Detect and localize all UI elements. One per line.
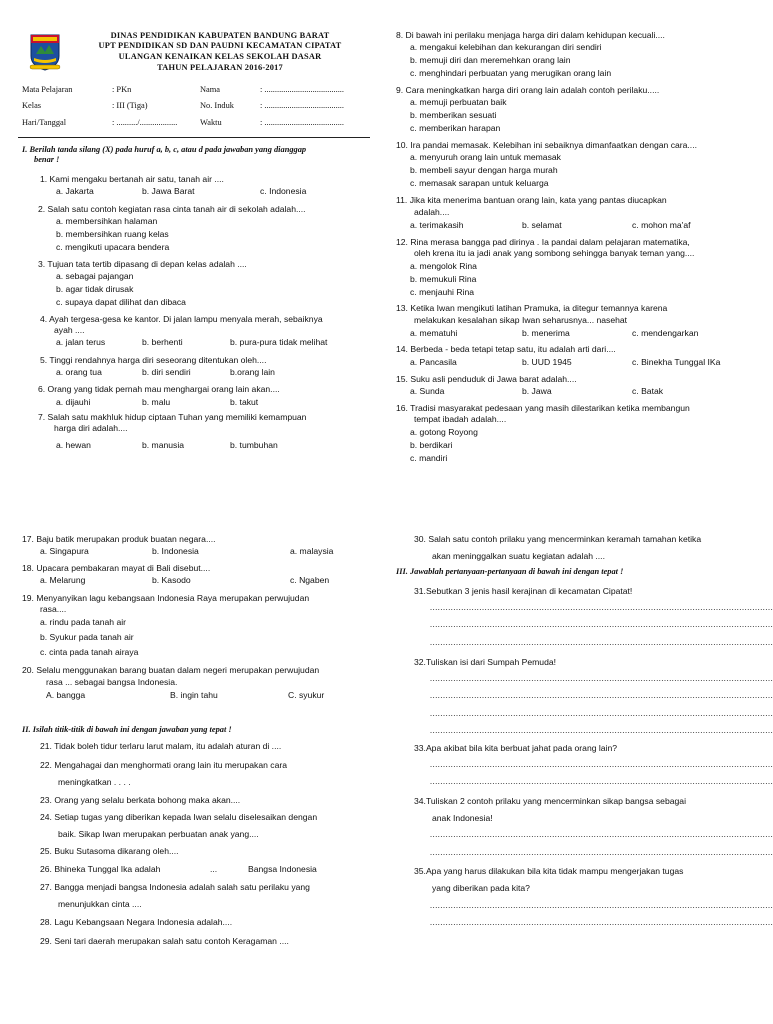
kabupaten-emblem-logo — [28, 32, 62, 72]
question-6: 6. Orang yang tidak pernah mau menghargai orang lain akan.... — [38, 384, 280, 394]
q19-option-b[interactable]: b. Syukur pada tanah air — [40, 632, 134, 642]
q7-option-a[interactable]: a. hewan — [56, 440, 91, 450]
waktu-label: Waktu — [200, 118, 222, 127]
hari-label: Hari/Tanggal — [22, 118, 67, 127]
q2-option-b[interactable]: b. membersihkan ruang kelas — [56, 229, 169, 239]
answer-line-34-1[interactable]: .................................................................................................................................... — [430, 830, 773, 839]
q9-option-c[interactable]: c. memberikan harapan — [410, 123, 501, 133]
question-11: 11. Jika kita menerima bantuan orang lain, kata yang pantas diucapkan — [396, 195, 667, 205]
q15-option-a[interactable]: a. Sunda — [410, 386, 445, 396]
q11-option-c[interactable]: c. mohon ma'af — [632, 220, 691, 230]
q16-option-b[interactable]: b. berdikari — [410, 440, 453, 450]
q20-option-a[interactable]: A. bangga — [46, 690, 86, 700]
q17-option-c[interactable]: a. malaysia — [290, 546, 334, 556]
question-18: 18. Upacara pembakaran mayat di Bali disebut.... — [22, 563, 211, 573]
header-line-3: ULANGAN KENAIKAN KELAS SEKOLAH DASAR — [118, 52, 322, 61]
question-20-cont: rasa ... sebagai bangsa Indonesia. — [46, 677, 178, 687]
q1-option-b[interactable]: b. Jawa Barat — [142, 186, 195, 196]
q3-option-a[interactable]: a. sebagai pajangan — [56, 271, 134, 281]
q9-option-a[interactable]: a. memuji perbuatan baik — [410, 97, 507, 107]
section-2-instruction: II. Isilah titik-titik di bawah ini dengan jawaban yang tepat ! — [22, 725, 232, 734]
question-4: 4. Ayah tergesa-gesa ke kantor. Di jalan lampu menyala merah, sebaiknya — [40, 314, 323, 324]
question-34: 34.Tuliskan 2 contoh prilaku yang mencerminkan sikap bangsa sebagai — [414, 796, 686, 806]
q6-option-b[interactable]: b. malu — [142, 397, 171, 407]
q10-option-c[interactable]: c. memasak sarapan untuk keluarga — [410, 178, 549, 188]
question-25: 25. Buku Sutasoma dikarang oleh.... — [40, 846, 179, 856]
q12-option-c[interactable]: c. menjauhi Rina — [410, 287, 475, 297]
question-32: 32.Tuliskan isi dari Sumpah Pemuda! — [414, 657, 557, 667]
q18-option-b[interactable]: b. Kasodo — [152, 575, 191, 585]
answer-line-32-4[interactable]: .................................................................................................................................... — [430, 726, 773, 735]
question-35: 35.Apa yang harus dilakukan bila kita tidak mampu mengerjakan tugas — [414, 866, 684, 876]
q7-option-c[interactable]: b. tumbuhan — [230, 440, 278, 450]
hari-field[interactable]: : ........../.................. — [112, 118, 178, 127]
question-24: 24. Setiap tugas yang diberikan kepada Iwan selalu diselesaikan dengan — [40, 812, 318, 822]
induk-label: No. Induk — [200, 101, 234, 110]
q19-option-c[interactable]: c. cinta pada tanah airaya — [40, 647, 139, 657]
question-19-cont: rasa.... — [40, 604, 67, 614]
mapel-value: : PKn — [112, 85, 132, 94]
q18-option-a[interactable]: a. Melarung — [40, 575, 86, 585]
question-14: 14. Berbeda - beda tetapi tetap satu, itu adalah arti dari.... — [396, 344, 616, 354]
nama-label: Nama — [200, 85, 220, 94]
answer-line-33-1[interactable]: .................................................................................................................................... — [430, 760, 773, 769]
q13-option-c[interactable]: c. mendengarkan — [632, 328, 699, 338]
question-16: 16. Tradisi masyarakat pedesaan yang masih dilestarikan ketika membangun — [396, 403, 690, 413]
question-31: 31.Sebutkan 3 jenis hasil kerajinan di kecamatan Cipatat! — [414, 586, 633, 596]
question-2: 2. Salah satu contoh kegiatan rasa cinta tanah air di sekolah adalah.... — [38, 204, 306, 214]
question-16-cont: tempat ibadah adalah.... — [414, 414, 507, 424]
q17-option-b[interactable]: b. Indonesia — [152, 546, 199, 556]
question-12: 12. Rina merasa bangga pad dirinya . Ia pandai dalam pelajaran matematika, — [396, 237, 690, 247]
q4-option-a[interactable]: a. jalan terus — [56, 337, 106, 347]
induk-field[interactable]: : ...................................... — [260, 101, 344, 110]
q7-option-b[interactable]: b. manusia — [142, 440, 185, 450]
section-1-instruction: I. Berilah tanda silang (X) pada huruf a, b, c, atau d pada jawaban yang dianggap — [22, 145, 307, 154]
q20-option-c[interactable]: C. syukur — [288, 690, 325, 700]
answer-line-32-3[interactable]: .................................................................................................................................... — [430, 709, 773, 718]
question-11-cont: adalah.... — [414, 207, 450, 217]
question-7: 7. Salah satu makhluk hidup ciptaan Tuhan yang memiliki kemampuan — [38, 412, 307, 422]
header-line-1: DINAS PENDIDIKAN KABUPATEN BANDUNG BARAT — [110, 31, 330, 40]
question-13: 13. Ketika Iwan mengikuti latihan Pramuka, ia ditegur temannya karena — [396, 303, 668, 313]
question-21: 21. Tidak boleh tidur terlaru larut malam, itu adalah aturan di .... — [40, 741, 282, 751]
question-1: 1. Kami mengaku bertanah air satu, tanah air .... — [40, 174, 224, 184]
answer-line-32-2[interactable]: .................................................................................................................................... — [430, 691, 773, 700]
q6-option-c[interactable]: b. takut — [230, 397, 259, 407]
answer-line-35-1[interactable]: .................................................................................................................................... — [430, 901, 773, 910]
q5-option-b[interactable]: b. diri sendiri — [142, 367, 191, 377]
question-24-cont: baik. Sikap Iwan merupakan perbuatan anak yang.... — [58, 829, 259, 839]
q2-option-a[interactable]: a. membersihkan halaman — [56, 216, 158, 226]
question-26-end: Bangsa Indonesia — [248, 864, 317, 874]
question-17: 17. Baju batik merupakan produk buatan negara.... — [22, 534, 216, 544]
header-line-2: UPT PENDIDIKAN SD DAN PAUDNI KECAMATAN CIPATAT — [98, 41, 342, 50]
q8-option-b[interactable]: b. memuji diri dan meremehkan orang lain — [410, 55, 571, 65]
q1-option-c[interactable]: c. Indonesia — [260, 186, 307, 196]
mapel-label: Mata Pelajaran — [22, 85, 73, 94]
question-20: 20. Selalu menggunakan barang buatan dalam negeri merupakan perwujudan — [22, 665, 320, 675]
q2-option-c[interactable]: c. mengikuti upacara bendera — [56, 242, 170, 252]
question-19: 19. Menyanyikan lagu kebangsaan Indonesia Raya merupakan perwujudan — [22, 593, 310, 603]
q19-option-a[interactable]: a. rindu pada tanah air — [40, 617, 127, 627]
q14-option-a[interactable]: a. Pancasila — [410, 357, 457, 367]
q6-option-a[interactable]: a. dijauhi — [56, 397, 91, 407]
waktu-field[interactable]: : ...................................... — [260, 118, 344, 127]
q14-option-b[interactable]: b. UUD 1945 — [522, 357, 572, 367]
question-9: 9. Cara meningkatkan harga diri orang lain adalah contoh perilaku..... — [396, 85, 660, 95]
q15-option-c[interactable]: c. Batak — [632, 386, 664, 396]
q16-option-a[interactable]: a. gotong Royong — [410, 427, 478, 437]
answer-line-35-2[interactable]: .................................................................................................................................... — [430, 918, 773, 927]
question-22-cont: meningkatkan . . . . — [58, 777, 131, 787]
question-7-cont: harga diri adalah.... — [54, 423, 128, 433]
question-27-cont: menunjukkan cinta .... — [58, 899, 142, 909]
question-26: 26. Bhineka Tunggal Ika adalah — [40, 864, 161, 874]
q12-option-b[interactable]: b. memukuli Rina — [410, 274, 477, 284]
q1-option-a[interactable]: a. Jakarta — [56, 186, 94, 196]
question-12-cont: oleh krena itu ia jadi anak yang sombong sehingga banyak teman yang.... — [414, 248, 695, 258]
q15-option-b[interactable]: b. Jawa — [522, 386, 552, 396]
q3-option-c[interactable]: c. supaya dapat dilihat dan dibaca — [56, 297, 186, 307]
question-4-cont: ayah .... — [54, 325, 85, 335]
question-10: 10. Ira pandai memasak. Kelebihan ini sebaiknya dimanfaatkan dengan cara.... — [396, 140, 697, 150]
kelas-value: : III (Tiga) — [112, 101, 148, 110]
answer-line-31-2[interactable]: .................................................................................................................................... — [430, 620, 773, 629]
q18-option-c[interactable]: c. Ngaben — [290, 575, 330, 585]
kelas-label: Kelas — [22, 101, 42, 110]
question-22: 22. Mengahagai dan menghormati orang lain itu merupakan cara — [40, 760, 287, 770]
question-15: 15. Suku asli penduduk di Jawa barat adalah.... — [396, 374, 577, 384]
q11-option-a[interactable]: a. terimakasih — [410, 220, 464, 230]
q10-option-b[interactable]: b. membeli sayur dengan harga murah — [410, 165, 558, 175]
q17-option-a[interactable]: a. Singapura — [40, 546, 89, 556]
q13-option-a[interactable]: a. mematuhi — [410, 328, 458, 338]
question-28: 28. Lagu Kebangsaan Negara Indonesia adalah.... — [40, 917, 233, 927]
q8-option-a[interactable]: a. mengakui kelebihan dan kekurangan diri sendiri — [410, 42, 602, 52]
answer-line-32-1[interactable]: .................................................................................................................................... — [430, 674, 773, 683]
answer-line-31-3[interactable]: .................................................................................................................................... — [430, 638, 773, 647]
header-divider — [18, 137, 370, 138]
q12-option-a[interactable]: a. mengolok Rina — [410, 261, 477, 271]
q8-option-c[interactable]: c. menghindari perbuatan yang merugikan orang lain — [410, 68, 612, 78]
q14-option-c[interactable]: c. Binekha Tunggal IKa — [632, 357, 721, 367]
q10-option-a[interactable]: a. menyuruh orang lain untuk memasak — [410, 152, 561, 162]
question-30-cont: akan meninggalkan suatu kegiatan adalah .... — [432, 551, 605, 561]
question-33: 33.Apa akibat bila kita berbuat jahat pada orang lain? — [414, 743, 618, 753]
answer-line-34-2[interactable]: .................................................................................................................................... — [430, 848, 773, 857]
section-3-instruction: III. Jawablah pertanyaan-pertanyaan di bawah ini dengan tepat ! — [396, 567, 624, 576]
q11-option-b[interactable]: b. selamat — [522, 220, 562, 230]
section-1-instruction-cont: benar ! — [34, 155, 60, 164]
header-line-4: TAHUN PELAJARAN 2016-2017 — [157, 63, 283, 72]
answer-line-31-1[interactable]: .................................................................................................................................... — [430, 603, 773, 612]
question-5: 5. Tinggi rendahnya harga diri seseorang ditentukan oleh.... — [40, 355, 267, 365]
q16-option-c[interactable]: c. mandiri — [410, 453, 448, 463]
q20-option-b[interactable]: B. ingin tahu — [170, 690, 218, 700]
question-8: 8. Di bawah ini perilaku menjaga harga diri dalam kehidupan kecuali.... — [396, 30, 665, 40]
q4-option-c[interactable]: b. pura-pura tidak melihat — [230, 337, 328, 347]
q3-option-b[interactable]: b. agar tidak dirusak — [56, 284, 134, 294]
question-13-cont: melakukan kesalahan sikap Iwan seharusnya... nasehat — [414, 315, 628, 325]
answer-line-33-2[interactable]: .................................................................................................................................... — [430, 777, 773, 786]
question-29: 29. Seni tari daerah merupakan salah satu contoh Keragaman .... — [40, 936, 289, 946]
q4-option-b[interactable]: b. berhenti — [142, 337, 183, 347]
question-30: 30. Salah satu contoh prilaku yang mencerminkan keramah tamahan ketika — [414, 534, 702, 544]
q13-option-b[interactable]: b. menerima — [522, 328, 570, 338]
question-3: 3. Tujuan tata tertib dipasang di depan kelas adalah .... — [38, 259, 247, 269]
nama-field[interactable]: : ...................................... — [260, 85, 344, 94]
question-26-blank: ... — [210, 864, 218, 874]
question-27: 27. Bangga menjadi bangsa Indonesia adalah salah satu perilaku yang — [40, 882, 310, 892]
question-35-cont: yang diberikan pada kita? — [432, 883, 530, 893]
question-23: 23. Orang yang selalu berkata bohong maka akan.... — [40, 795, 241, 805]
q9-option-b[interactable]: b. memberikan sesuati — [410, 110, 497, 120]
q5-option-a[interactable]: a. orang tua — [56, 367, 102, 377]
q5-option-c[interactable]: b.orang lain — [230, 367, 275, 377]
question-34-cont: anak Indonesia! — [432, 813, 493, 823]
